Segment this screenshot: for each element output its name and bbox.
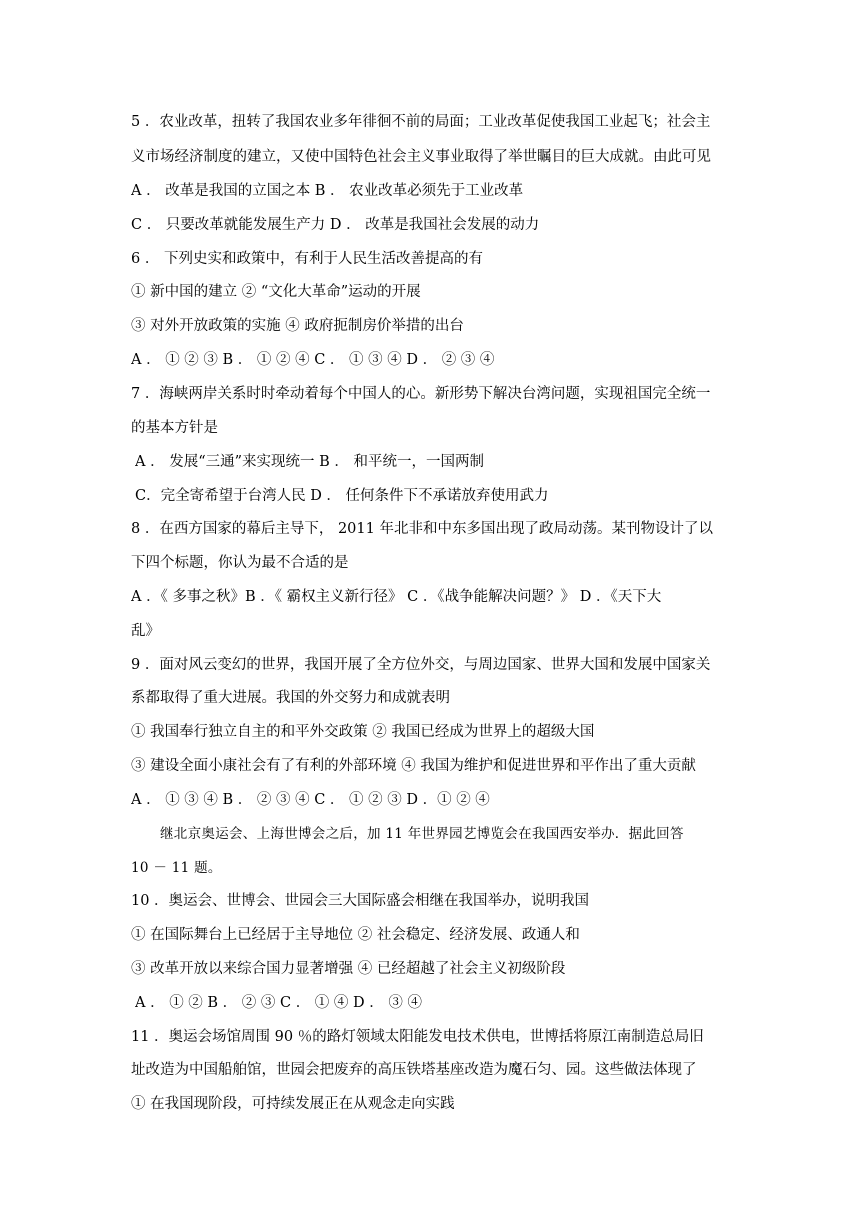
q8-options: A ．《 多事之秋》B ．《 霸权主义新行径》 C ．《战争能解决问题？》 D ．《天下大: [131, 589, 662, 605]
q6-options: A ． ① ② ③ B ． ① ② ④ C ． ① ③ ④ D ． ② ③ ④: [131, 352, 495, 368]
q7-options-cd: C．完全寄希望于台湾人民 D ． 任何条件下不承诺放弃使用武力: [135, 488, 549, 504]
q10-options: A ． ① ② B ． ② ③ C ． ① ④ D ． ③ ④: [135, 995, 422, 1011]
q10-11-intro-line-1: 继北京奥运会、上海世博会之后，加 11 年世界园艺博览会在我国西安举办．据此回答: [160, 826, 684, 842]
q8-stem-line-1: 8 ．在西方国家的幕后主导下， 2011 年北非和中东多国出现了政局动荡。某刊物设计了以: [131, 521, 713, 537]
q10-stem: 10 ．奥运会、世博会、世园会三大国际盛会相继在我国举办，说明我国: [131, 893, 590, 909]
q9-choices-1-2: ① 我国奉行独立自主的和平外交政策 ② 我国已经成为世界上的超级大国: [131, 724, 595, 740]
q9-options: A ． ① ③ ④ B ． ② ③ ④ C ． ① ② ③ D ．① ② ④: [131, 792, 490, 808]
q7-options-ab: A ． 发展“三通”来实现统一 B ． 和平统一，一国两制: [135, 454, 484, 470]
q9-choices-3-4: ③ 建设全面小康社会有了有利的外部环境 ④ 我国为维护和促进世界和平作出了重大贡献: [131, 758, 696, 774]
q9-stem-line-1: 9 ．面对风云变幻的世界，我国开展了全方位外交，与周边国家、世界大国和发展中国家关: [131, 657, 711, 673]
q10-11-intro-line-2: 10 － 11 题。: [131, 860, 222, 876]
q5-options-cd: C ． 只要改革就能发展生产力 D ． 改革是我国社会发展的动力: [131, 217, 540, 233]
q7-stem-line-1: 7 ．海峡两岸关系时时牵动着每个中国人的心。新形势下解决台湾问题，实现祖国完全统一: [131, 386, 711, 402]
q7-stem-line-2: 的基本方针是: [131, 420, 218, 436]
q6-stem: 6 ． 下列史实和政策中，有利于人民生活改善提高的有: [131, 251, 483, 267]
q8-options-wrap: 乱》: [131, 623, 160, 639]
q6-choices-3-4: ③ 对外开放政策的实施 ④ 政府扼制房价举措的出台: [131, 318, 464, 334]
q10-choices-1-2: ① 在国际舞台上已经居于主导地位 ② 社会稳定、经济发展、政通人和: [131, 927, 580, 943]
q8-stem-line-2: 下四个标题，你认为最不合适的是: [131, 555, 349, 571]
q10-choices-3-4: ③ 改革开放以来综合国力显著增强 ④ 已经超越了社会主义初级阶段: [131, 961, 566, 977]
q6-choices-1-2: ① 新中国的建立 ② “文化大革命”运动的开展: [131, 284, 421, 300]
q9-stem-line-2: 系都取得了重大进展。我国的外交努力和成就表明: [131, 690, 450, 706]
q5-stem-line-1: 5 ．农业改革，扭转了我国农业多年徘徊不前的局面；工业改革促使我国工业起飞；社会主: [131, 114, 711, 130]
q11-stem-line-1: 11 ．奥运会场馆周围 90 ％的路灯领域太阳能发电技术供电，世博括将原江南制造总局旧: [131, 1029, 704, 1045]
q5-stem-line-2: 义市场经济制度的建立，又使中国特色社会主义事业取得了举世瞩目的巨大成就。由此可见: [131, 149, 711, 165]
q5-options-ab: A ． 改革是我国的立国之本 B ． 农业改革必须先于工业改革: [131, 183, 524, 199]
q11-stem-line-2: 址改造为中国船舶馆，世园会把废弃的高压铁塔基座改造为魔石匀、园。这些做法体现了: [131, 1062, 697, 1078]
q11-choice-1: ① 在我国现阶段，可持续发展正在从观念走向实践: [131, 1096, 455, 1112]
